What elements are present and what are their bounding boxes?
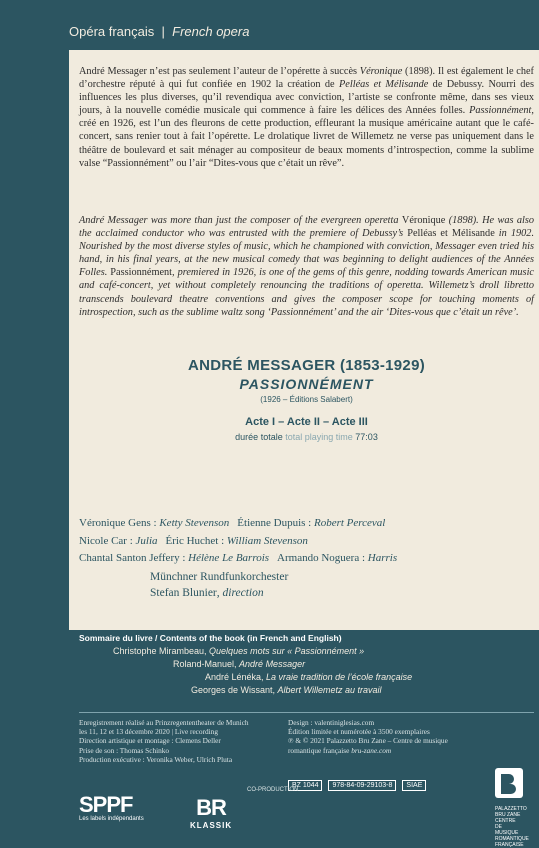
pbz-line: CENTRE <box>495 818 516 824</box>
role-name: Ketty Stevenson <box>159 517 230 529</box>
description-english <box>79 214 534 319</box>
series-label <box>69 24 249 39</box>
english-text-run: (1898). He was also the acclaimed conductor who was entrusted with the premiere of Debussy’s <box>79 215 534 240</box>
cast-member <box>166 533 308 551</box>
singer-name: Chantal Santon Jeffery : <box>79 552 189 564</box>
english-text-run: Pelléas et Mélisande <box>407 228 495 240</box>
cast-row <box>79 515 534 533</box>
palazzetto-bru-zane-logo <box>495 768 529 848</box>
br-klassik-logo <box>190 795 232 830</box>
english-text-run: in 1902. Nourished by the most diverse styles of music, which he championed with conviction, Messager even tried his hand, in his final years, at the new musical comedy that was beginning to delight audiences of the Années Folles. <box>79 228 535 279</box>
edition-info: (1926 – Éditions Salabert) <box>260 395 353 404</box>
singer-name: Véronique Gens : <box>79 517 160 529</box>
credit-line: les 11, 12 et 13 décembre 2020 | Live recording <box>79 727 218 737</box>
contents-title: La vraie tradition de l’école française <box>266 672 413 682</box>
siae-mark: SIAE <box>402 780 426 791</box>
credit-line: romantique française bru-zane.com <box>288 745 392 755</box>
role-name: Harris <box>367 552 398 564</box>
contents-item <box>79 671 534 684</box>
pbz-line: PALAZZETTO <box>495 806 527 812</box>
credit-line: Enregistrement réalisé au Prinzregententheater de Munich <box>79 718 249 727</box>
pbz-line: FRANÇAISE <box>495 842 524 848</box>
footer-divider <box>79 712 534 713</box>
pbz-mark-icon <box>495 768 523 798</box>
singer-name: Armando Noguera : <box>277 552 368 564</box>
pbz-line: BRU ZANE <box>495 812 521 818</box>
book-contents <box>79 632 534 697</box>
conductor-role: , direction <box>216 587 264 599</box>
english-text-run: , premiered in 1926, is one of the gems of this genre, nodding towards American music and café-concert, yet without completely renouncing the traditions of operetta. Willemetz’s droll libretto transcends boulevard theatre conventions and gives the composer scope for touching moments of introspection, such as the sublime waltz song ‘Passionnément’ and the air ‘Dites-vous que c’était un rêve’. <box>79 267 534 318</box>
role-name: Robert Perceval <box>313 517 386 529</box>
duration-value: 77:03 <box>355 432 378 442</box>
duration-label-en: total playing time <box>285 432 353 442</box>
sppf-logo-sub: Les labels indépendants <box>79 816 144 822</box>
contents-title: Albert Willemetz au travail <box>277 685 382 695</box>
french-text-run: , créé en 1926, est l’un des fleurons de cette production, effleurant la musique américaine autant que le café-concert, sans renier tout à fait l’opérette. Le drolatique livret de Willemetz ne verse pas uniquement dans le théâtre de boulevard et sait ménager au compositeur de beaux moments d’introspection, comme la sublime valse “Passionnément” ou l’air “Dites-vous que c’était un rêve”. <box>79 105 534 169</box>
orchestra-block <box>150 569 288 601</box>
sppf-logo-text: SPPF <box>79 792 133 817</box>
role-name: William Stevenson <box>226 534 308 547</box>
contents-item <box>79 684 534 697</box>
contents-item <box>79 658 534 671</box>
orchestra-name: Münchner Rundfunkorchester <box>150 571 289 583</box>
french-text-run: Passionnément <box>469 105 532 117</box>
series-label-en: French opera <box>172 24 250 39</box>
contents-title: André Messager <box>239 659 306 669</box>
french-text-run: Véronique <box>359 66 403 77</box>
cast-member <box>79 533 158 551</box>
acts-list: Acte I – Acte II – Acte III <box>245 416 368 428</box>
credit-line: Édition limitée et numérotée à 3500 exemplaires <box>288 727 430 737</box>
composer-name: ANDRÉ MESSAGER (1853-1929) <box>187 357 426 374</box>
pbz-line: ROMANTIQUE <box>495 836 529 842</box>
credit-line: Prise de son : Thomas Schinko <box>79 745 170 755</box>
edition-credits <box>288 718 488 755</box>
duration <box>79 432 534 442</box>
conductor <box>150 585 288 601</box>
catalog-codes <box>288 780 426 791</box>
singer-name: Nicole Car : <box>79 534 136 547</box>
catalog-number: BZ 1044 <box>288 780 322 791</box>
contents-heading: Sommaire du livre / Contents of the book (in French and English) <box>79 633 342 643</box>
cast-member <box>79 515 229 533</box>
contents-items <box>79 645 534 697</box>
cast-row <box>79 550 534 568</box>
coproduction-label: CO-PRODUCTION <box>247 787 299 793</box>
sppf-logo <box>79 792 144 822</box>
duration-label-fr: durée totale <box>235 432 283 442</box>
role-name: Hélène Le Barrois <box>188 552 270 564</box>
cast-row <box>79 533 534 551</box>
english-text-run: Passionnément <box>110 267 173 279</box>
contents-author: Georges de Wissant, <box>191 685 278 695</box>
conductor-name: Stefan Blunier <box>150 587 217 599</box>
cast-member <box>237 515 385 533</box>
role-name: Julia <box>135 534 158 547</box>
br-logo-text: BR <box>196 795 226 820</box>
series-label-fr: Opéra français <box>69 24 155 39</box>
french-text-run: (1898). Il est également le chef d’orchestre réputé à qui fut confiée en 1902 la création de <box>79 66 534 91</box>
contents-item <box>79 645 534 658</box>
french-text-run: André Messager n’est pas seulement l’auteur de l’opérette à succès <box>79 66 360 77</box>
french-text-run: Pelléas et Mélisande <box>338 79 429 91</box>
cast-member <box>277 550 397 568</box>
credit-line: ℗ & © 2021 Palazzetto Bru Zane – Centre de musique <box>288 736 448 746</box>
french-text-run: de Debussy. Nourri des influences les plus diverses, qu’il revendiqua avec conviction, l’artiste se confronte même, dans ses vieux jours, à la nouvelle comédie musicale qui commence à faire les délices des Années folles. <box>79 79 534 117</box>
series-separator: | <box>161 24 165 39</box>
recording-credits <box>79 718 289 764</box>
header-bar <box>0 0 539 50</box>
singer-name: Éric Huchet : <box>165 534 227 547</box>
contents-author: Christophe Mirambeau, <box>113 646 210 656</box>
cast-member <box>79 550 269 568</box>
cast-list <box>79 515 534 568</box>
contents-title: Quelques mots sur « Passionnément » <box>209 646 365 656</box>
credit-line: Design : valentiniglesias.com <box>288 718 375 727</box>
english-text-run: André Messager was more than just the composer of the evergreen operetta <box>79 215 402 226</box>
title-block <box>79 357 534 442</box>
klassik-logo-text: KLASSIK <box>190 821 233 830</box>
pbz-line: DE MUSIQUE <box>495 824 519 836</box>
contents-author: Roland-Manuel, <box>173 659 240 669</box>
singer-name: Étienne Dupuis : <box>237 517 314 529</box>
website-link[interactable]: bru-zane.com <box>349 745 392 755</box>
pbz-logo-text <box>495 806 529 848</box>
english-text-run: Véronique <box>401 215 446 226</box>
isbn: 978-84-09-29103-8 <box>328 780 396 791</box>
credit-line: Direction artistique et montage : Clemens Deller <box>79 736 221 746</box>
work-title: PASSIONNÉMENT <box>239 376 374 392</box>
credit-line: Production exécutive : Veronika Weber, Ulrich Pluta <box>79 754 233 764</box>
contents-author: André Lénéka, <box>205 672 267 682</box>
description-french <box>79 65 534 170</box>
